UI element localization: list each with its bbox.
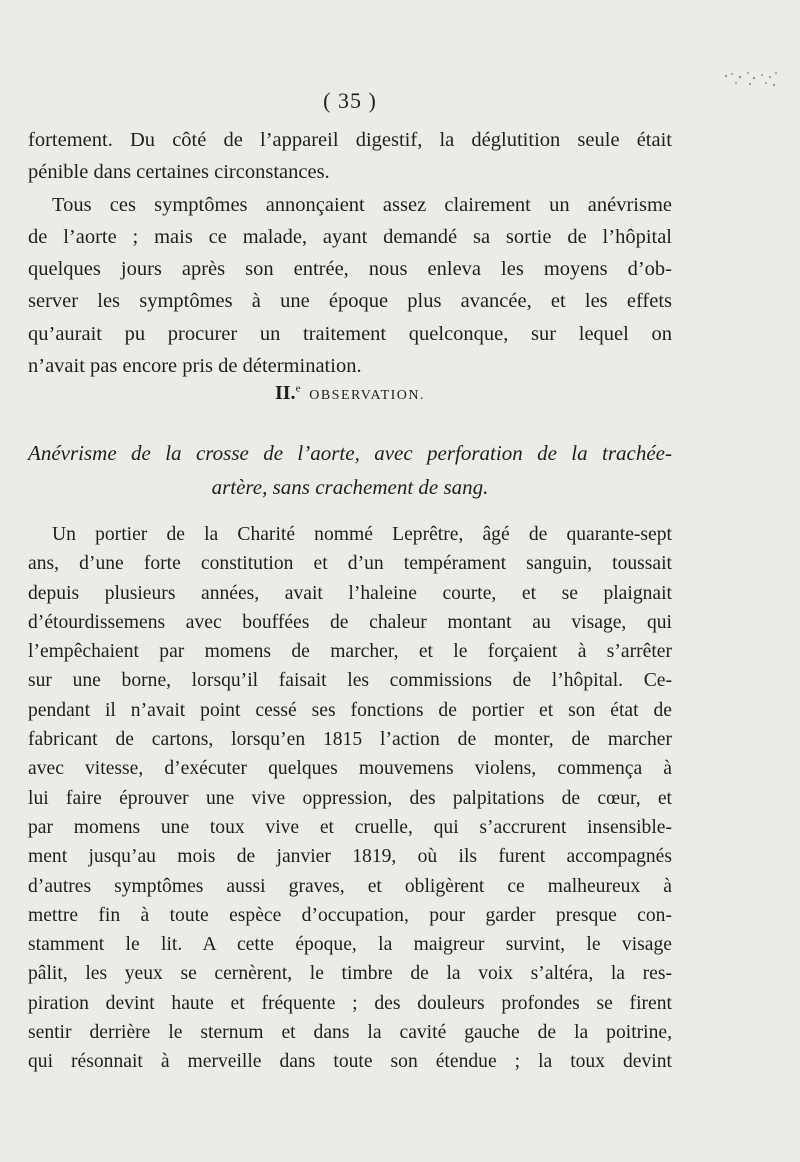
subtitle-line: artère, sans crachement de sang. <box>211 475 489 499</box>
text-line: piration devint haute et fréquente ; des douleurs profondes se firent <box>28 992 672 1014</box>
text-line: Un portier de la Charité nommé Leprêtre, âgé de quarante-sept <box>52 524 672 545</box>
text-line: lui faire éprouver une vive oppression, des palpitations de cœur, et <box>28 787 672 809</box>
text-line: pénible dans certaines circonstances. <box>28 161 330 184</box>
text-line: avec vitesse, d’exécuter quelques mouvemens violens, commença à <box>28 758 672 780</box>
text-line: l’empêchaient par momens de marcher, et le forçaient à s’arrêter <box>28 641 672 663</box>
text-line: qu’aurait pu procurer un traitement quelconque, sur lequel on <box>28 322 672 345</box>
text-line: ment jusqu’au mois de janvier 1819, où ils furent accompagnés <box>28 846 672 868</box>
text-line: pâlit, les yeux se cernèrent, le timbre de la voix s’altéra, la res- <box>28 963 672 985</box>
text-line: n’avait pas encore pris de détermination. <box>28 355 362 378</box>
text-line: depuis plusieurs années, avait l’haleine courte, et se plaignait <box>28 582 672 604</box>
text-line: de l’aorte ; mais ce malade, ayant demandé sa sortie de l’hôpital <box>28 225 672 248</box>
text-line: fabricant de cartons, lorsqu’en 1815 l’action de monter, de marcher <box>28 729 672 751</box>
page-number: ( 35 ) <box>323 88 377 113</box>
text-line: stamment le lit. A cette époque, la maigreur survint, le visage <box>28 934 672 956</box>
paragraph-continuation <box>28 124 672 382</box>
text-line: mettre fin à toute espèce d’occupation, pour garder presque con- <box>28 904 672 926</box>
subtitle-line: Anévrisme de la crosse de l’aorte, avec perforation de la trachée- <box>28 441 672 465</box>
observation-subtitle <box>28 436 672 504</box>
library-stamp-mark <box>720 68 782 90</box>
text-line: Tous ces symptômes annonçaient assez clairement un anévrisme <box>52 193 672 216</box>
section-heading <box>0 382 700 405</box>
heading-numeral: II. <box>274 382 296 404</box>
text-line: sur une borne, lorsqu’il faisait les commissions de l’hôpital. Ce- <box>28 670 672 692</box>
text-line: d’autres symptômes aussi graves, et obligèrent ce malheureux à <box>28 875 672 897</box>
text-line: ans, d’une forte constitution et d’un tempérament sanguin, toussait <box>28 553 672 575</box>
text-line: server les symptômes à une époque plus avancée, et les effets <box>28 290 672 313</box>
text-line: sentir derrière le sternum et dans la cavité gauche de la poitrine, <box>28 1022 672 1044</box>
text-line: par momens une toux vive et cruelle, qui s’accrurent insensible- <box>28 816 672 838</box>
observation-paragraph <box>28 520 672 1077</box>
text-line: d’étourdissemens avec bouffées de chaleur montant au visage, qui <box>28 611 672 633</box>
text-line: fortement. Du côté de l’appareil digestif, la déglutition seule était <box>28 129 672 151</box>
heading-superscript: e <box>295 382 301 395</box>
text-line: quelques jours après son entrée, nous enleva les moyens d’ob- <box>28 258 672 281</box>
text-line: pendant il n’avait point cessé ses fonctions de portier et son état de <box>28 699 672 721</box>
heading-label: OBSERVATION. <box>309 388 426 403</box>
text-line: qui résonnait à merveille dans toute son étendue ; la toux devint <box>28 1051 672 1073</box>
